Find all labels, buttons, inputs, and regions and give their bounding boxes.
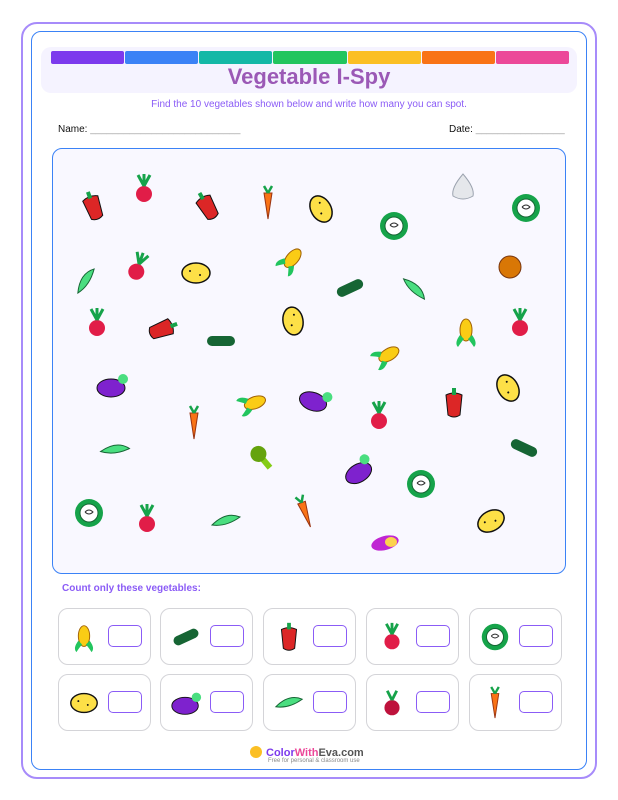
stripe bbox=[422, 51, 495, 64]
radish-icon bbox=[79, 305, 115, 341]
peas-icon bbox=[208, 503, 244, 539]
potato-icon bbox=[178, 255, 214, 291]
carrot-icon bbox=[250, 185, 286, 221]
radish-icon bbox=[129, 501, 165, 537]
radish-icon bbox=[115, 244, 161, 290]
answer-box[interactable] bbox=[108, 691, 142, 713]
eggplant-icon bbox=[94, 367, 130, 403]
pepper-icon bbox=[140, 306, 186, 352]
name-line[interactable]: ___________________________ bbox=[90, 124, 241, 135]
pepper-icon bbox=[182, 181, 231, 230]
date-field[interactable] bbox=[449, 124, 565, 135]
cabbage-icon bbox=[403, 466, 439, 502]
count-label: Count only these vegetables: bbox=[62, 583, 201, 594]
sweetpotato-icon bbox=[367, 523, 403, 559]
potato-icon bbox=[67, 686, 101, 720]
answer-box[interactable] bbox=[416, 625, 450, 647]
cabbage-icon bbox=[478, 620, 512, 654]
peas-icon bbox=[389, 264, 438, 313]
broccoli-icon bbox=[236, 432, 287, 483]
stripe bbox=[51, 51, 124, 64]
potato-icon bbox=[466, 496, 515, 545]
corn-icon bbox=[231, 380, 277, 426]
count-card-corn bbox=[58, 608, 151, 665]
answer-box[interactable] bbox=[108, 625, 142, 647]
garlic-icon bbox=[445, 170, 481, 206]
count-card-pepper bbox=[263, 608, 356, 665]
carrot-icon bbox=[478, 686, 512, 720]
footer-tagline: Free for personal & classroom use bbox=[268, 758, 360, 764]
pepper-icon bbox=[436, 385, 472, 421]
corn-icon bbox=[267, 234, 318, 285]
pepper-icon bbox=[70, 183, 116, 229]
vegetable-scene bbox=[52, 148, 566, 574]
cucumber-icon bbox=[169, 620, 203, 654]
answer-box[interactable] bbox=[416, 691, 450, 713]
count-card-eggplant bbox=[160, 674, 253, 731]
count-card-cucumber bbox=[160, 608, 253, 665]
cabbage-icon bbox=[508, 190, 544, 226]
radish-icon bbox=[375, 620, 409, 654]
answer-box[interactable] bbox=[519, 691, 553, 713]
count-card-potato bbox=[58, 674, 151, 731]
answer-box[interactable] bbox=[210, 625, 244, 647]
answer-box[interactable] bbox=[210, 691, 244, 713]
count-card-beet bbox=[366, 674, 459, 731]
cucumber-icon bbox=[197, 317, 245, 365]
count-card-radish bbox=[366, 608, 459, 665]
eggplant-icon bbox=[292, 376, 338, 422]
rainbow-stripes bbox=[51, 51, 569, 64]
stripe bbox=[273, 51, 346, 64]
stripe bbox=[125, 51, 198, 64]
count-card-cabbage bbox=[469, 608, 562, 665]
page-title: Vegetable I-Spy bbox=[227, 64, 391, 89]
peas-icon bbox=[272, 686, 306, 720]
peas-icon bbox=[61, 256, 112, 307]
cucumber-icon bbox=[332, 270, 368, 306]
potato-icon bbox=[483, 363, 532, 412]
palette-icon bbox=[250, 746, 262, 758]
instructions: Find the 10 vegetables shown below and write how many you can spot. bbox=[151, 99, 467, 110]
peas-icon bbox=[94, 429, 136, 471]
footer-brand bbox=[250, 746, 364, 764]
carrot-icon bbox=[176, 405, 212, 441]
brand-part: Color bbox=[266, 747, 295, 759]
brand-part: Eva.com bbox=[318, 747, 364, 759]
cucumber-icon bbox=[499, 423, 550, 474]
radish-icon bbox=[126, 171, 162, 207]
eggplant-icon bbox=[333, 445, 382, 494]
radish-icon bbox=[502, 305, 538, 341]
corn-icon bbox=[363, 330, 412, 379]
corn-icon bbox=[448, 313, 484, 349]
stripe bbox=[199, 51, 272, 64]
stripe bbox=[348, 51, 421, 64]
brand-part: With bbox=[294, 747, 319, 759]
name-field[interactable] bbox=[58, 124, 240, 135]
answer-box[interactable] bbox=[313, 625, 347, 647]
pepper-icon bbox=[272, 620, 306, 654]
cabbage-icon bbox=[71, 495, 107, 531]
count-card-peas bbox=[263, 674, 356, 731]
radish-icon bbox=[361, 398, 397, 434]
beet-icon bbox=[375, 686, 409, 720]
count-card-carrot bbox=[469, 674, 562, 731]
name-label: Name: bbox=[58, 124, 88, 135]
date-label: Date: bbox=[449, 124, 473, 135]
date-line[interactable]: ________________ bbox=[475, 124, 565, 135]
corn-icon bbox=[67, 620, 101, 654]
cabbage-icon bbox=[376, 208, 412, 244]
eggplant-icon bbox=[169, 686, 203, 720]
potato-icon bbox=[272, 300, 314, 342]
stripe bbox=[496, 51, 569, 64]
potato-icon bbox=[296, 184, 345, 233]
answer-box[interactable] bbox=[313, 691, 347, 713]
answer-box[interactable] bbox=[519, 625, 553, 647]
onion-icon bbox=[492, 247, 528, 283]
carrot-icon bbox=[282, 489, 328, 535]
